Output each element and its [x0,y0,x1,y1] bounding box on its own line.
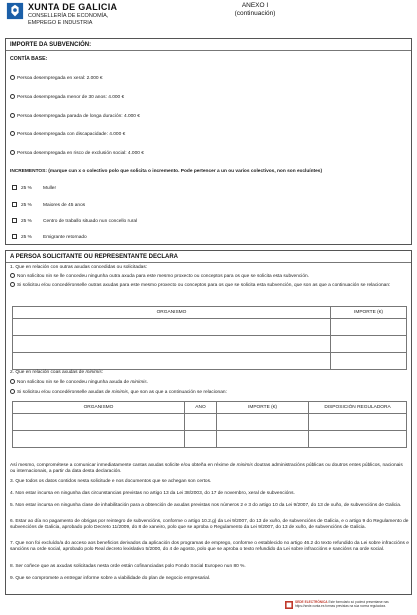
table-row [13,414,407,431]
table-row [13,336,407,353]
declaration-item-6: 6. Estar ao día no pagamento de obrigas por reintegro de subvencións, conforme o artigo 10.2.g) da Lei 9/2007, do 13 de xuño, de subvencións de Galicia, e o artigo 9 do Regulamento de subvencións de Galicia, aprobado polo Decreto 11/2009, do 8 de xaneiro, polo que se aproba o Regulamento da Lei 9/2007, do 13 de xuño, de subvencións de Galicia. [10,519,409,530]
table-header-year: ANO [185,402,217,414]
sede-electronica-logo [285,601,293,609]
base-option-general[interactable] [10,75,103,82]
other-aid-table [12,306,407,370]
option-label: Persoa desempregada con discapacidade: 4.000 € [17,131,126,137]
option-label: , que son as que a continuación se relacionan: [127,389,227,395]
increment-pct: 25 % [21,202,32,208]
increment-pct: 25 % [21,218,32,224]
footer-note: Este formulario só poderá presentarse nas https://sede.xunta.es formas previstas na súa norma reguladora. [295,600,389,608]
option-label: Non solicitou nin se lle concedeu ningunha axuda de [17,379,131,385]
checkbox-icon[interactable] [12,234,17,239]
table-cell[interactable] [331,353,407,370]
table-row [13,353,407,370]
org-department [28,13,108,26]
base-option-disability[interactable] [10,131,125,138]
table-cell[interactable] [217,431,309,448]
increment-item-rural[interactable] [12,218,137,225]
commitment-paragraph [10,463,409,474]
increment-item-returnee[interactable] [12,234,87,241]
table-cell[interactable] [185,414,217,431]
declaration-item-5: 5. Non estar incursa en ningunha clase de inhabilitación para a obtención de axudas previstas nos números 2 e 3 do artigo 10 da Lei 9/2007, do 13 de xuño, de subvencións de Galicia. [10,503,402,508]
option-label: Si solicitou e/ou concedéronselle axudas de [17,389,112,395]
annex-subtitle: (continuación) [234,10,276,17]
table-header-organism: ORGANISMO [13,307,331,319]
declaration-item-1: 1. Que en relación con outras axudas concedidas ou solicitadas: [10,265,148,270]
table-cell[interactable] [309,431,407,448]
other-aid-option-yes[interactable] [10,282,409,288]
radio-icon[interactable] [10,282,15,287]
other-aid-option-none[interactable] [10,273,409,279]
option-label: Si solicitou e/ou concedéronselle outras axudas para este mesmo proxecto ou conceptos para os que se solicita esta subvención, que son as que a continuación se relacionan: [17,282,391,288]
radio-icon[interactable] [10,150,15,155]
subsidy-section-title: IMPORTE DA SUBVENCIÓN: [6,39,411,51]
checkbox-icon[interactable] [12,185,17,190]
declaration-section-title: A PERSOA SOLICITANTE OU REPRESENTANTE DECLARA [6,251,411,263]
table-cell[interactable] [13,353,331,370]
radio-icon[interactable] [10,94,15,99]
option-label-emphasis: minimis [130,379,147,385]
subsidy-section [5,38,412,245]
table-row [13,431,407,448]
increment-label: Muller [43,185,57,191]
table-cell[interactable] [331,319,407,336]
org-name: XUNTA DE GALICIA [28,2,118,12]
table-cell[interactable] [331,336,407,353]
declaration-item-2 [10,370,409,376]
item-text: : [101,370,104,375]
radio-icon[interactable] [10,75,15,80]
xunta-coat-of-arms-logo [6,2,24,20]
paragraph-text-emphasis: minimis [236,463,253,468]
increment-label: Maiores de 45 anos [43,202,86,208]
increment-pct: 25 % [21,185,32,191]
radio-icon[interactable] [10,113,15,118]
base-amount-title: CONTÍA BASE: [10,56,48,62]
option-label: Persoa desempregada menor de 30 anos: 4.000 € [17,94,125,100]
item-text-emphasis: minimis [85,370,102,375]
footer-text [295,600,413,608]
table-cell[interactable] [13,414,185,431]
table-row [13,319,407,336]
declaration-item-3: 3. Que todos os datos contidos nesta solicitude e nos documentos que se achegan son certos. [10,479,212,484]
option-label-emphasis: minimis [111,389,128,395]
declaration-item-9: 9. Que se compromete a entregar informe sobre a viabilidade do plan de negocio empresarial. [10,576,211,581]
base-option-long-term[interactable] [10,113,140,120]
option-label: Non solicitou nin se lle concedeu ningunha outra axuda para este mesmo proxecto ou conceptos para os que se solicita esta subvención. [17,273,309,279]
table-header-regulation: DISPOSICIÓN REGULADORA [309,402,407,414]
org-department-line-2: EMPREGO E INDUSTRIA [28,19,93,26]
declaration-item-8: 8. Ser coñece que as axudas solicitadas nesta orde están cofinanciadas polo Fondo Social Europeo nun 80 %. [10,564,246,569]
paragraph-text: Así mesmo, comprométese a comunicar inmediatamente cantas axudas solicite e/ou obteña en réxime de [10,463,237,468]
radio-icon[interactable] [10,131,15,136]
increment-label: Centro de traballo situado nun concello rural [43,218,138,224]
radio-icon[interactable] [10,379,15,384]
declaration-item-4: 4. Non estar incursa en ningunha das circunstancias previstas no artigo 13 da Lei 38/2003, do 17 de novembro, xeral de subvencións. [10,491,295,496]
checkbox-icon[interactable] [12,202,17,207]
option-label: Persoa desempregada en xeral: 2.000 € [17,75,103,81]
option-label: . [146,379,148,385]
option-label: Persoa desempregada parada de longa duración: 4.000 € [17,113,140,119]
item-text: 2. Que en relación coas axudas de [10,370,86,375]
increment-label: Emigrante retornado [43,234,87,240]
footer-label: SEDE ELECTRÓNICA [295,600,328,604]
minimis-option-none[interactable] [10,379,409,385]
table-cell[interactable] [13,319,331,336]
radio-icon[interactable] [10,273,15,278]
radio-icon[interactable] [10,389,15,394]
table-cell[interactable] [13,336,331,353]
org-department-line-1: CONSELLERÍA DE ECONOMÍA, [28,13,109,19]
table-cell[interactable] [309,414,407,431]
paragraph-text: doutras administracións públicas ou doutros entes públicos, nacionais ou internacionais, a partir da data desta declaración. [10,463,403,474]
declaration-item-7: 7. Que non foi excluído/a do acceso aos beneficios derivados da aplicación dos programas de emprego, conforme o establecido no artigo 46.2 do texto refundido da Lei sobre infraccións e sancións na orde social, aprobado polo Real decreto lexislativo 5/2000, do 4 de agosto, polo que se aproba o texto refundido da Lei sobre infraccións e sancións na orde social. [10,541,409,552]
table-header-amount: IMPORTE (€) [331,307,407,319]
minimis-aid-table [12,401,407,448]
table-header-organism: ORGANISMO [13,402,185,414]
page-header [0,0,417,36]
increment-pct: 25 % [21,234,32,240]
option-label: Persoa desempregada en risco de exclusión social: 4.000 € [17,150,144,156]
checkbox-icon[interactable] [12,218,17,223]
base-option-exclusion-risk[interactable] [10,150,144,157]
increment-item-woman[interactable] [12,185,56,192]
increment-item-over-45[interactable] [12,202,85,209]
declaration-section [5,250,412,595]
table-cell[interactable] [13,431,185,448]
table-cell[interactable] [217,414,309,431]
increments-title: INCREMENTOS: (marque cun x o colectivo polo que solicita o incremento. Pode pertencer a un ou varios colectivos, non son excluíntes) [10,169,323,174]
annex-title: ANEXO I [241,2,269,9]
annex-label [210,2,300,18]
table-cell[interactable] [185,431,217,448]
minimis-option-yes[interactable] [10,389,409,395]
table-header-amount: IMPORTE (€) [217,402,309,414]
base-option-under-30[interactable] [10,94,124,101]
